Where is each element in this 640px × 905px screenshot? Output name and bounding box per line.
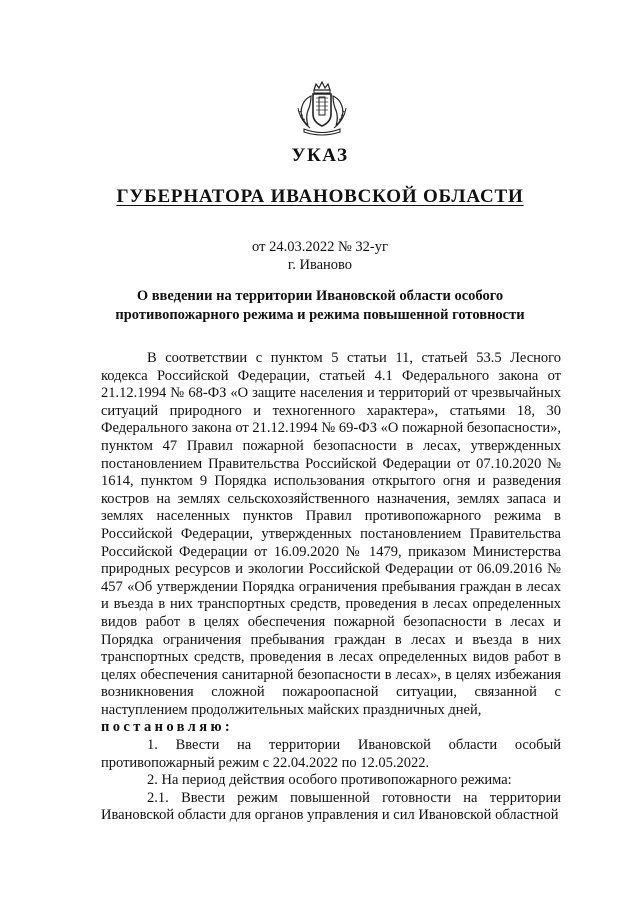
resolve-word: постановляю: — [101, 719, 234, 736]
document-date-number: от 24.03.2022 № 32-уг — [252, 239, 388, 255]
document-heading-line-1: О введении на территории Ивановской области особого — [136, 288, 504, 304]
preamble-paragraph: В соответствии с пунктом 5 статьи 11, статьей 53.5 Лесного кодекса Российской Федерации, статьей 4.1 Федерального закона от 21.12.1994 № 68-ФЗ «О защите населения и территорий от чрезвычайных ситуаций природного и техногенного характера», статьями 18, 30 Федерального закона от 21.12.1994 № 69-ФЗ «О пожарной безопасности», пунктом 47 Правил пожарной безопасности в лесах, утвержденных постановлением Правительства Российской Федерации от 07.10.2020 № 1614, пунктом 9 Порядка использования открытого огня и разведения костров на землях сельскохозяйственного назначения, землях запаса и землях населенных пунктов Правил противопожарного режима в Российской Федерации, утвержденных постановлением Правительства Российской Федерации от 16.09.2020 № 1479, приказом Министерства природных ресурсов и экологии Российской Федерации от 06.09.2016 № 457 «Об утверждении Порядка ограничения пребывания граждан в лесах и въезда в них транспортных средств, проведения в лесах определенных видов работ в целях обеспечения пожарной безопасности в лесах и Порядка ограничения пребывания граждан в лесах и въезда в них транспортных средств, проведения в лесах определенных видов работ в целях обеспечения санитарной безопасности в лесах», в целях избежания возникновения сложной пожароопасной ситуации, связанной с наступлением продолжительных майских праздничных дней, — [101, 350, 561, 718]
item-2-paragraph: 2. На период действия особого противопожарного режима: — [147, 772, 512, 789]
coat-of-arms-icon — [292, 80, 352, 138]
document-body — [101, 350, 561, 825]
document-heading-line-2: противопожарного режима и режима повышенной готовности — [115, 307, 525, 323]
item-1-paragraph: 1. Ввести на территории Ивановской области особый противопожарный режим с 22.04.2022 по 12.05.2022. — [101, 737, 561, 771]
document-type-title: УКАЗ — [291, 145, 349, 166]
resolve-line — [101, 719, 561, 737]
item-2-1-paragraph: 2.1. Ввести режим повышенной готовности на территории Ивановской области для органов управления и сил Ивановской областной — [101, 789, 561, 824]
document-city: г. Иваново — [287, 257, 353, 273]
issuer-title: ГУБЕРНАТОРА ИВАНОВСКОЙ ОБЛАСТИ — [116, 186, 524, 207]
